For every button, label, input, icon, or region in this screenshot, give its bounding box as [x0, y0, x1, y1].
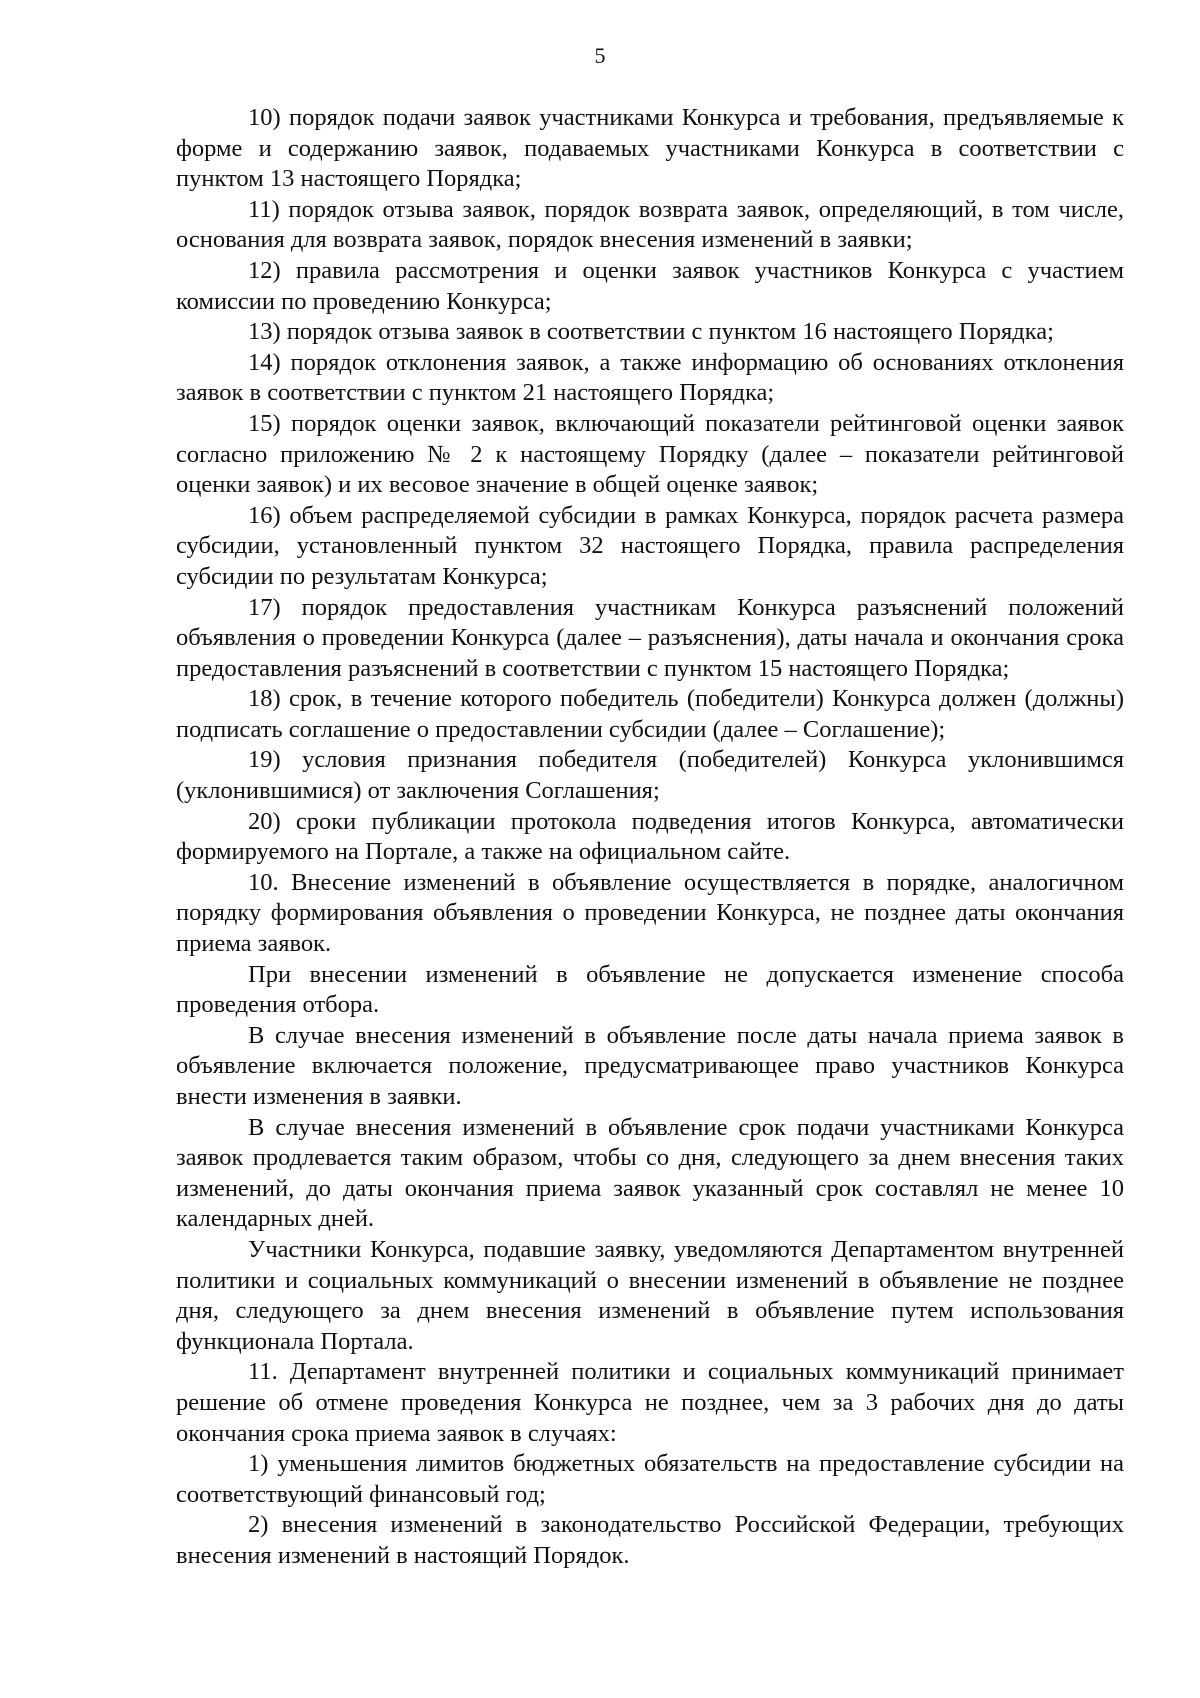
list-item-18: 18) срок, в течение которого победитель (победители) Конкурса должен (должны) подписать соглашение о предоставлении субсидии (далее – Соглашение);	[176, 685, 1124, 743]
list-item-12: 12) правила рассмотрения и оценки заявок участников Конкурса с участием комиссии по проведению Конкурса;	[176, 256, 1124, 315]
document-body	[176, 103, 1124, 1572]
list-item-17: 17) порядок предоставления участникам Конкурса разъяснений положений объявления о проведении Конкурса (далее – разъяснения), даты начала и окончания срока предоставления разъяснений в соответствии с пунктом 15 настоящего Порядка;	[176, 593, 1124, 682]
clause-10-paragraph-5: Участники Конкурса, подавшие заявку, уведомляются Департаментом внутренней политики и социальных коммуникаций о внесении изменений в объявление не позднее дня, следующего за днем внесения изменений в объявление путем использования функционала Портала.	[176, 1235, 1124, 1355]
page-number: 5	[594, 43, 606, 68]
list-item-11: 11) порядок отзыва заявок, порядок возврата заявок, определяющий, в том числе, основания для возврата заявок, порядок внесения изменений в заявки;	[176, 195, 1124, 254]
clause-11: 11. Департамент внутренней политики и социальных коммуникаций принимает решение об отмене проведения Конкурса не позднее, чем за 3 рабочих дня до даты окончания срока приема заявок в случаях:	[176, 1358, 1124, 1447]
clause-11-item-1: 1) уменьшения лимитов бюджетных обязательств на предоставление субсидии на соответствующий финансовый год;	[176, 1450, 1124, 1508]
clause-10: 10. Внесение изменений в объявление осуществляется в порядке, аналогичном порядку формирования объявления о проведении Конкурса, не позднее даты окончания приема заявок.	[176, 868, 1124, 958]
list-item-16: 16) объем распределяемой субсидии в рамках Конкурса, порядок расчета размера субсидии, установленный пунктом 32 настоящего Порядка, правила распределения субсидии по результатам Конкурса;	[176, 501, 1124, 590]
clause-11-item-2: 2) внесения изменений в законодательство Российской Федерации, требующих внесения изменений в настоящий Порядок.	[176, 1511, 1124, 1569]
list-item-14: 14) порядок отклонения заявок, а также информацию об основаниях отклонения заявок в соответствии с пунктом 21 настоящего Порядка;	[176, 348, 1124, 407]
clause-10-paragraph-4: В случае внесения изменений в объявление срок подачи участниками Конкурса заявок продлевается таким образом, чтобы со дня, следующего за днем внесения таких изменений, до даты окончания приема заявок указанный срок составлял не менее 10 календарных дней.	[176, 1113, 1124, 1233]
clause-10-paragraph-2: При внесении изменений в объявление не допускается изменение способа проведения отбора.	[176, 960, 1124, 1019]
list-item-15: 15) порядок оценки заявок, включающий показатели рейтинговой оценки заявок согласно приложению № 2 к настоящему Порядку (далее – показатели рейтинговой оценки заявок) и их весовое значение в общей оценке заявок;	[176, 409, 1124, 499]
list-item-19: 19) условия признания победителя (победителей) Конкурса уклонившимся (уклонившимися) от заключения Соглашения;	[176, 746, 1124, 805]
list-item-20: 20) сроки публикации протокола подведения итогов Конкурса, автоматически формируемого на Портале, а также на официальном сайте.	[176, 807, 1124, 866]
list-item-13: 13) порядок отзыва заявок в соответствии с пунктом 16 настоящего Порядка;	[248, 318, 1054, 346]
clause-10-paragraph-3: В случае внесения изменений в объявление после даты начала приема заявок в объявление включается положение, предусматривающее право участников Конкурса внести изменения в заявки.	[176, 1021, 1124, 1110]
list-item-10: 10) порядок подачи заявок участниками Конкурса и требования, предъявляемые к форме и содержанию заявок, подаваемых участниками Конкурса в соответствии с пунктом 13 настоящего Порядка;	[176, 104, 1124, 193]
